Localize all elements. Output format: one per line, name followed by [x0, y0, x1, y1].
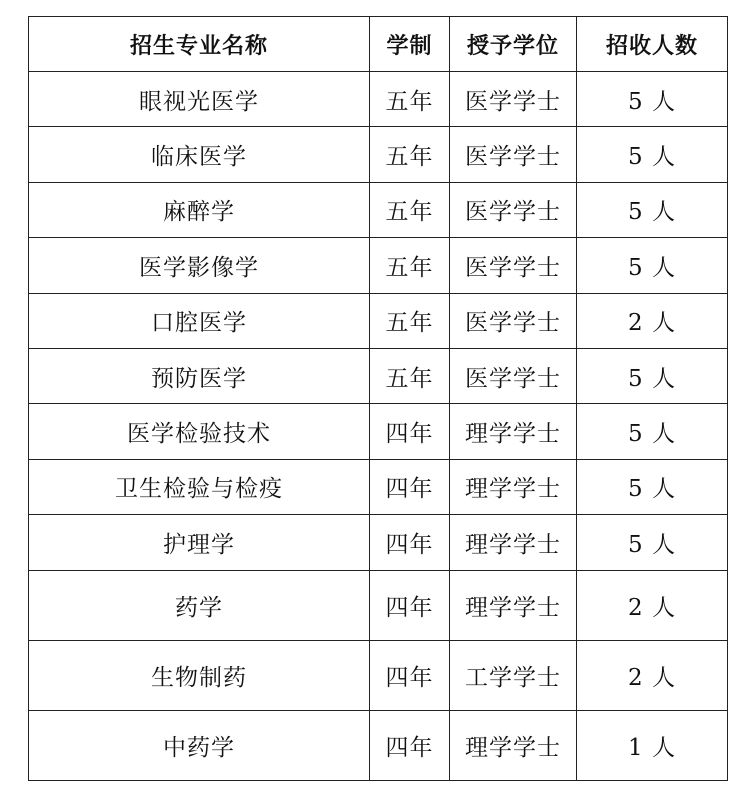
major-cell: 预防医学	[29, 348, 370, 403]
table-row	[29, 515, 728, 570]
degree-cell: 理学学士	[450, 404, 577, 459]
degree-cell: 理学学士	[450, 711, 577, 781]
quota-cell: 5 人	[577, 72, 728, 127]
degree-cell: 医学学士	[450, 72, 577, 127]
quota-cell: 2 人	[577, 293, 728, 348]
table-row	[29, 404, 728, 459]
table-row	[29, 711, 728, 781]
header-duration: 学制	[370, 17, 450, 72]
table-row	[29, 640, 728, 710]
quota-cell: 5 人	[577, 348, 728, 403]
header-major: 招生专业名称	[29, 17, 370, 72]
header-degree: 授予学位	[450, 17, 577, 72]
table-row	[29, 293, 728, 348]
table-row	[29, 570, 728, 640]
major-cell: 护理学	[29, 515, 370, 570]
header-quota: 招收人数	[577, 17, 728, 72]
degree-cell: 医学学士	[450, 127, 577, 182]
major-cell: 眼视光医学	[29, 72, 370, 127]
degree-cell: 理学学士	[450, 570, 577, 640]
duration-cell: 五年	[370, 293, 450, 348]
table-row	[29, 127, 728, 182]
quota-cell: 5 人	[577, 515, 728, 570]
major-cell: 药学	[29, 570, 370, 640]
duration-cell: 四年	[370, 459, 450, 514]
major-cell: 临床医学	[29, 127, 370, 182]
quota-cell: 5 人	[577, 127, 728, 182]
header-row	[29, 17, 728, 72]
major-cell: 医学检验技术	[29, 404, 370, 459]
quota-cell: 2 人	[577, 640, 728, 710]
table-row	[29, 238, 728, 293]
major-cell: 医学影像学	[29, 238, 370, 293]
table-row	[29, 182, 728, 237]
quota-cell: 5 人	[577, 404, 728, 459]
degree-cell: 医学学士	[450, 293, 577, 348]
duration-cell: 五年	[370, 72, 450, 127]
duration-cell: 五年	[370, 182, 450, 237]
degree-cell: 工学学士	[450, 640, 577, 710]
duration-cell: 四年	[370, 515, 450, 570]
quota-cell: 1 人	[577, 711, 728, 781]
major-cell: 中药学	[29, 711, 370, 781]
quota-cell: 2 人	[577, 570, 728, 640]
major-cell: 卫生检验与检疫	[29, 459, 370, 514]
degree-cell: 医学学士	[450, 348, 577, 403]
major-cell: 麻醉学	[29, 182, 370, 237]
duration-cell: 五年	[370, 348, 450, 403]
degree-cell: 理学学士	[450, 515, 577, 570]
duration-cell: 五年	[370, 127, 450, 182]
degree-cell: 理学学士	[450, 459, 577, 514]
degree-cell: 医学学士	[450, 182, 577, 237]
quota-cell: 5 人	[577, 459, 728, 514]
table-row	[29, 459, 728, 514]
duration-cell: 四年	[370, 404, 450, 459]
admissions-table	[28, 16, 728, 781]
duration-cell: 四年	[370, 711, 450, 781]
degree-cell: 医学学士	[450, 238, 577, 293]
duration-cell: 五年	[370, 238, 450, 293]
major-cell: 生物制药	[29, 640, 370, 710]
quota-cell: 5 人	[577, 182, 728, 237]
major-cell: 口腔医学	[29, 293, 370, 348]
quota-cell: 5 人	[577, 238, 728, 293]
duration-cell: 四年	[370, 640, 450, 710]
duration-cell: 四年	[370, 570, 450, 640]
table-row	[29, 72, 728, 127]
table-row	[29, 348, 728, 403]
